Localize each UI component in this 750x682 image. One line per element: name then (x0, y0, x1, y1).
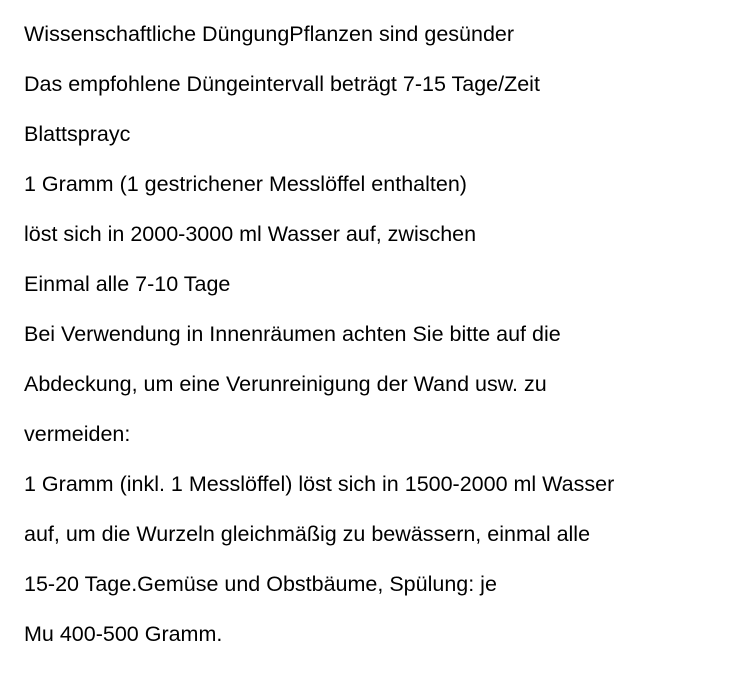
text-line-13: Mu 400-500 Gramm. (24, 622, 223, 646)
text-line-7: Bei Verwendung in Innenräumen achten Sie bitte auf die (24, 322, 561, 346)
text-line-9: vermeiden: (24, 422, 131, 446)
text-line-2: Das empfohlene Düngeintervall beträgt 7-15 Tage/Zeit (24, 72, 540, 96)
text-line-6: Einmal alle 7-10 Tage (24, 272, 231, 296)
text-line-8: Abdeckung, um eine Verunreinigung der Wand usw. zu (24, 372, 547, 396)
text-line-4: 1 Gramm (1 gestrichener Messlöffel enthalten) (24, 172, 467, 196)
text-line-12: 15-20 Tage.Gemüse und Obstbäume, Spülung: je (24, 572, 497, 596)
text-line-1: Wissenschaftliche DüngungPflanzen sind gesünder (24, 22, 515, 46)
text-line-11: auf, um die Wurzeln gleichmäßig zu bewässern, einmal alle (24, 522, 591, 546)
text-line-10: 1 Gramm (inkl. 1 Messlöffel) löst sich in 1500-2000 ml Wasser (24, 472, 615, 496)
text-line-3: Blattsprayc (24, 122, 131, 146)
text-line-5: löst sich in 2000-3000 ml Wasser auf, zwischen (24, 222, 477, 246)
